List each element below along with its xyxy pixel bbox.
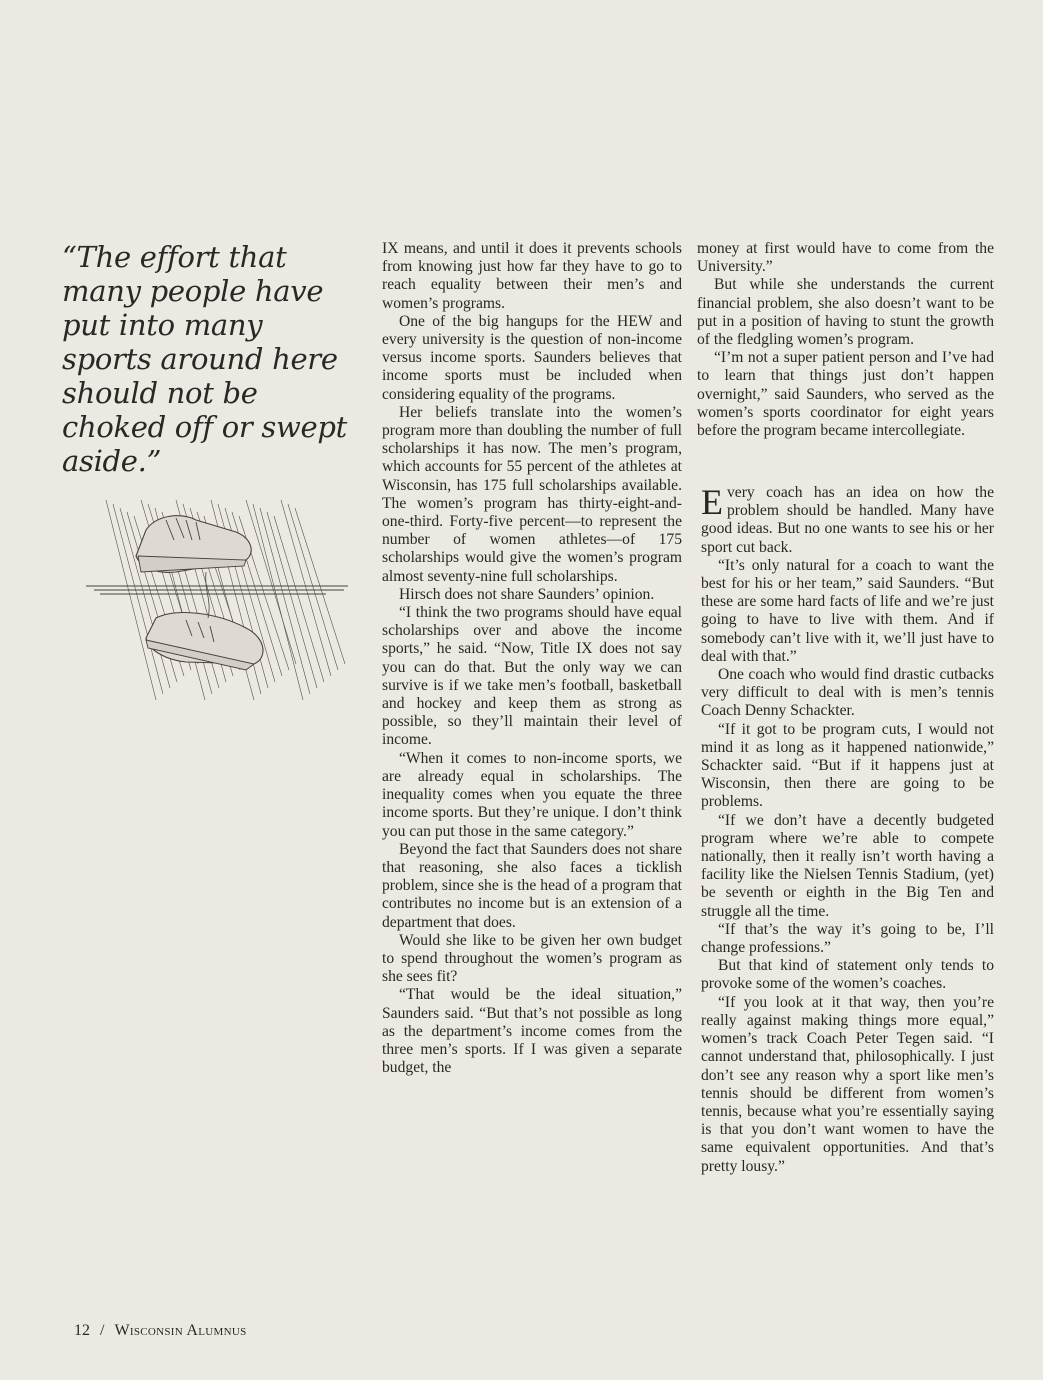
page-footer [74, 1322, 247, 1340]
article-paragraph: But that kind of statement only tends to provoke some of the women’s coaches. [701, 957, 994, 993]
article-paragraph: IX means, and until it does it prevents schools from knowing just how far they have to go to reach equality between their men’s and women’s programs. [382, 240, 682, 312]
page-number: 12 [74, 1322, 90, 1339]
article-paragraph: Hirsch does not share Saunders’ opinion. [399, 585, 655, 603]
article-paragraph: “It’s only natural for a coach to want the best for his or her team,” said Saunders. “But these are some hard facts of life and we’re just going to have to live with them. And if somebody can’t live with it, we’ll just have to deal with that.” [701, 556, 994, 665]
article-paragraph: “If it got to be program cuts, I would not mind it as long as it happened nationwide,” Schackter said. “But if it happens just at Wisconsin, then there are going to be problems. [701, 720, 994, 811]
drop-cap: E [701, 482, 723, 522]
article-column-1 [382, 240, 682, 1077]
article-paragraph: money at first would have to come from the University.” [697, 240, 994, 276]
article-paragraph: Would she like to be given her own budget to spend throughout the women’s program as she sees fit? [382, 931, 682, 986]
article-column-3 [701, 484, 994, 1176]
article-paragraph: “When it comes to non-income sports, we are already equal in scholarships. The inequality comes when you equate the three income sports. But they’re unique. I don’t think you can put those in the same category.” [382, 749, 682, 840]
article-paragraph: “If you look at it that way, then you’re really against making things more equal,” women’s track Coach Peter Tegen said. “I cannot understand that, philosophically. I just don’t see any reason why a sport like men’s tennis should be different from women’s tennis, because what you’re essentially saying is that you don’t want women to have the same equivalent opportunities. And that’s pretty lousy.” [701, 993, 994, 1175]
magazine-title: Wisconsin Alumnus [114, 1322, 247, 1339]
article-paragraph: “I’m not a super patient person and I’ve had to learn that things just don’t happen overnight,” said Saunders, who served as the women’s sports coordinator for eight years before the program became intercollegiate. [697, 349, 994, 440]
footer-separator: / [100, 1322, 105, 1339]
hatch-line [260, 508, 310, 694]
article-paragraph: Her beliefs translate into the women’s program more than doubling the number of full scholarships it has now. The men’s program, which accounts for 55 percent of the athletes at Wisconsin, has 175 full scholarships available. The women’s program has thirty-eight-and-one-third. Forty-five percent—to represent the number of women athletes—of 175 scholarships would give the women’s program almost seventy-nine full scholarships. [382, 403, 682, 585]
sneakers-illustration [86, 490, 348, 720]
article-paragraph: One of the big hangups for the HEW and every university is the question of non-income versus income sports. Saunders believes that income sports must be included when considering equality of the programs. [382, 312, 682, 403]
article-paragraph: One coach who would find drastic cutbacks very difficult to deal with is men’s tennis Coach Denny Schackter. [701, 666, 994, 720]
pull-quote: “The effort that many people have put into many sports around here should not be choked off or swept aside.” [62, 240, 347, 478]
hatch-line [253, 504, 303, 700]
article-column-2 [697, 240, 994, 440]
article-paragraph: “That would be the ideal situation,” Saunders said. “But that’s not possible as long as the department’s income comes from the three men’s sports. If I was given a separate budget, the [382, 986, 682, 1077]
article-paragraph: Beyond the fact that Saunders does not share that reasoning, she also faces a ticklish problem, since she is the head of a program that contributes no income but is an extension of a department that does. [382, 840, 682, 931]
article-paragraph: “I think the two programs should have equal scholarships over and above the income sports,” he said. “Now, Title IX does not say you can do that. But the only way we can survive is if we take men’s football, basketball and hockey and keep them as strong as possible, so they’ll maintain their level of income. [382, 604, 682, 749]
section-opening-paragraph: Every coach has an idea on how the problem should be handled. Many have good ideas. But no one wants to see his or her sport cut back. [701, 482, 994, 556]
article-paragraph: “If we don’t have a decently budgeted program where we’re able to compete nationally, then it really isn’t worth having a facility like the Nielsen Tennis Stadium, (yet) be seventh or eighth in the Big Ten and struggle all the time. [701, 811, 994, 920]
article-paragraph: “If that’s the way it’s going to be, I’ll change professions.” [701, 920, 994, 957]
article-paragraph: But while she understands the current financial problem, she also doesn’t want to be put in a position of having to stunt the growth of the fledgling women’s program. [697, 276, 994, 349]
